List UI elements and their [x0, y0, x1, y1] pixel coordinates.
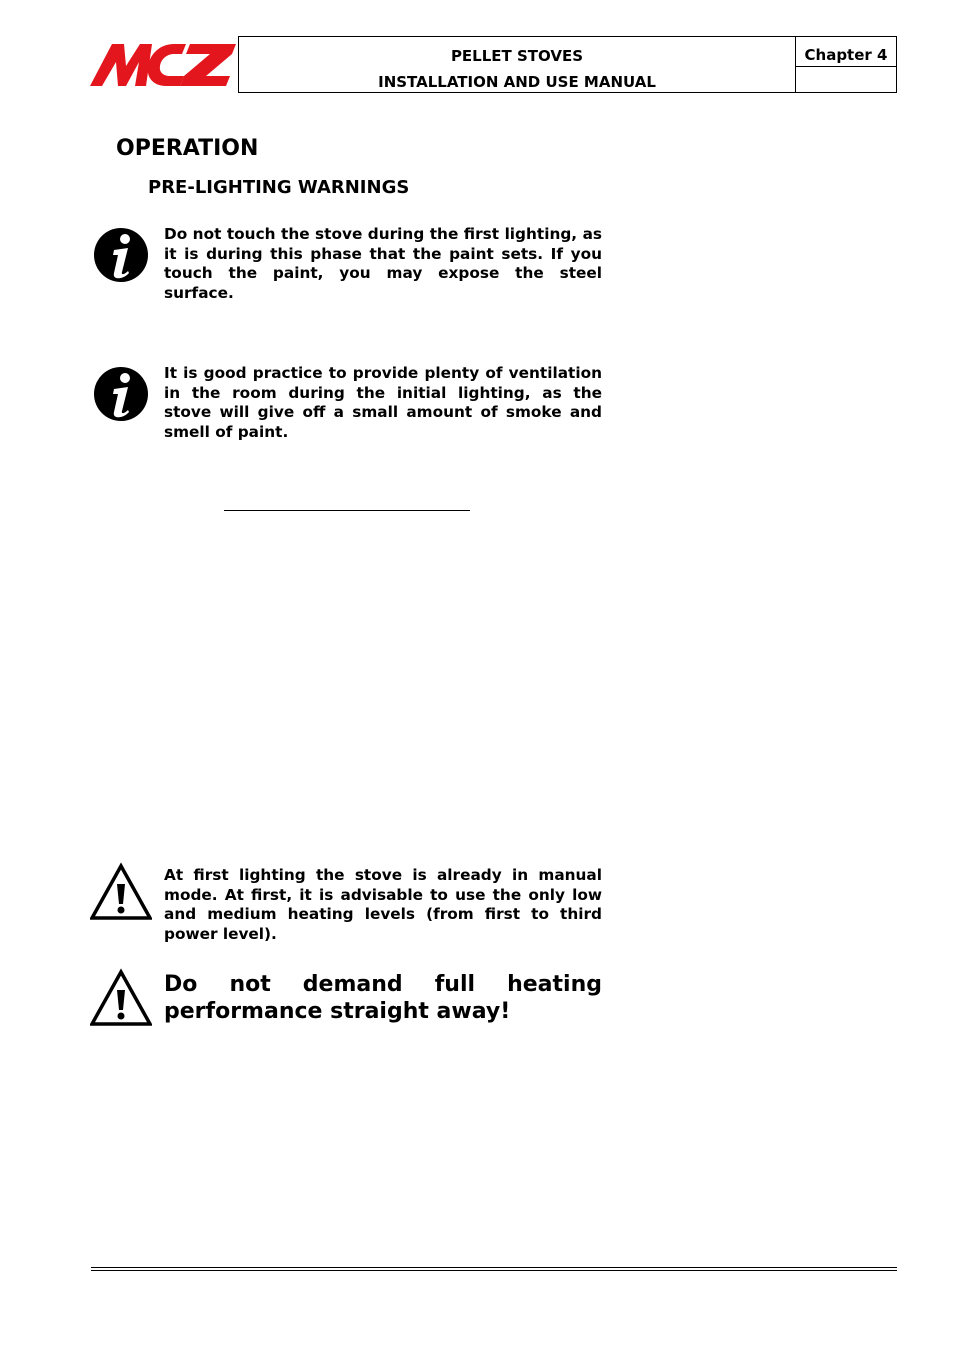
note-manual-mode: At first lighting the stove is already in manual mode. At first, it is advisable to use the only low and medium heating levels (from first to third power level). — [164, 866, 602, 943]
header-box — [238, 36, 897, 93]
note-paint: Do not touch the stove during the first lighting, as it is during this phase that the paint sets. If you touch the paint, you may expose the steel surface. — [164, 225, 602, 302]
header-title — [239, 37, 796, 92]
header-chapter-box — [796, 37, 896, 92]
chapter-label: Chapter 4 — [796, 37, 896, 67]
warning-icon — [90, 862, 152, 924]
info-icon — [90, 224, 152, 286]
separator-line — [224, 510, 470, 511]
footer-rule-bottom — [91, 1270, 897, 1271]
note-ventilation: It is good practice to provide plenty of ventilation in the room during the initial lighting, as the stove will give off a small amount of smoke and smell of paint. — [164, 364, 602, 441]
note-full-heating-line2: performance straight away! — [164, 999, 511, 1024]
section-title: OPERATION — [116, 136, 259, 161]
header-title-line2: INSTALLATION AND USE MANUAL — [378, 73, 656, 91]
footer-rule-top — [91, 1267, 897, 1268]
section-subtitle: PRE-LIGHTING WARNINGS — [148, 177, 410, 198]
info-icon — [90, 363, 152, 425]
warning-icon — [90, 968, 152, 1030]
note-full-heating — [164, 971, 602, 1025]
header-title-line1: PELLET STOVES — [450, 47, 584, 65]
mcz-logo — [90, 42, 238, 88]
note-full-heating-line1: Do not demand full heating — [164, 972, 602, 997]
